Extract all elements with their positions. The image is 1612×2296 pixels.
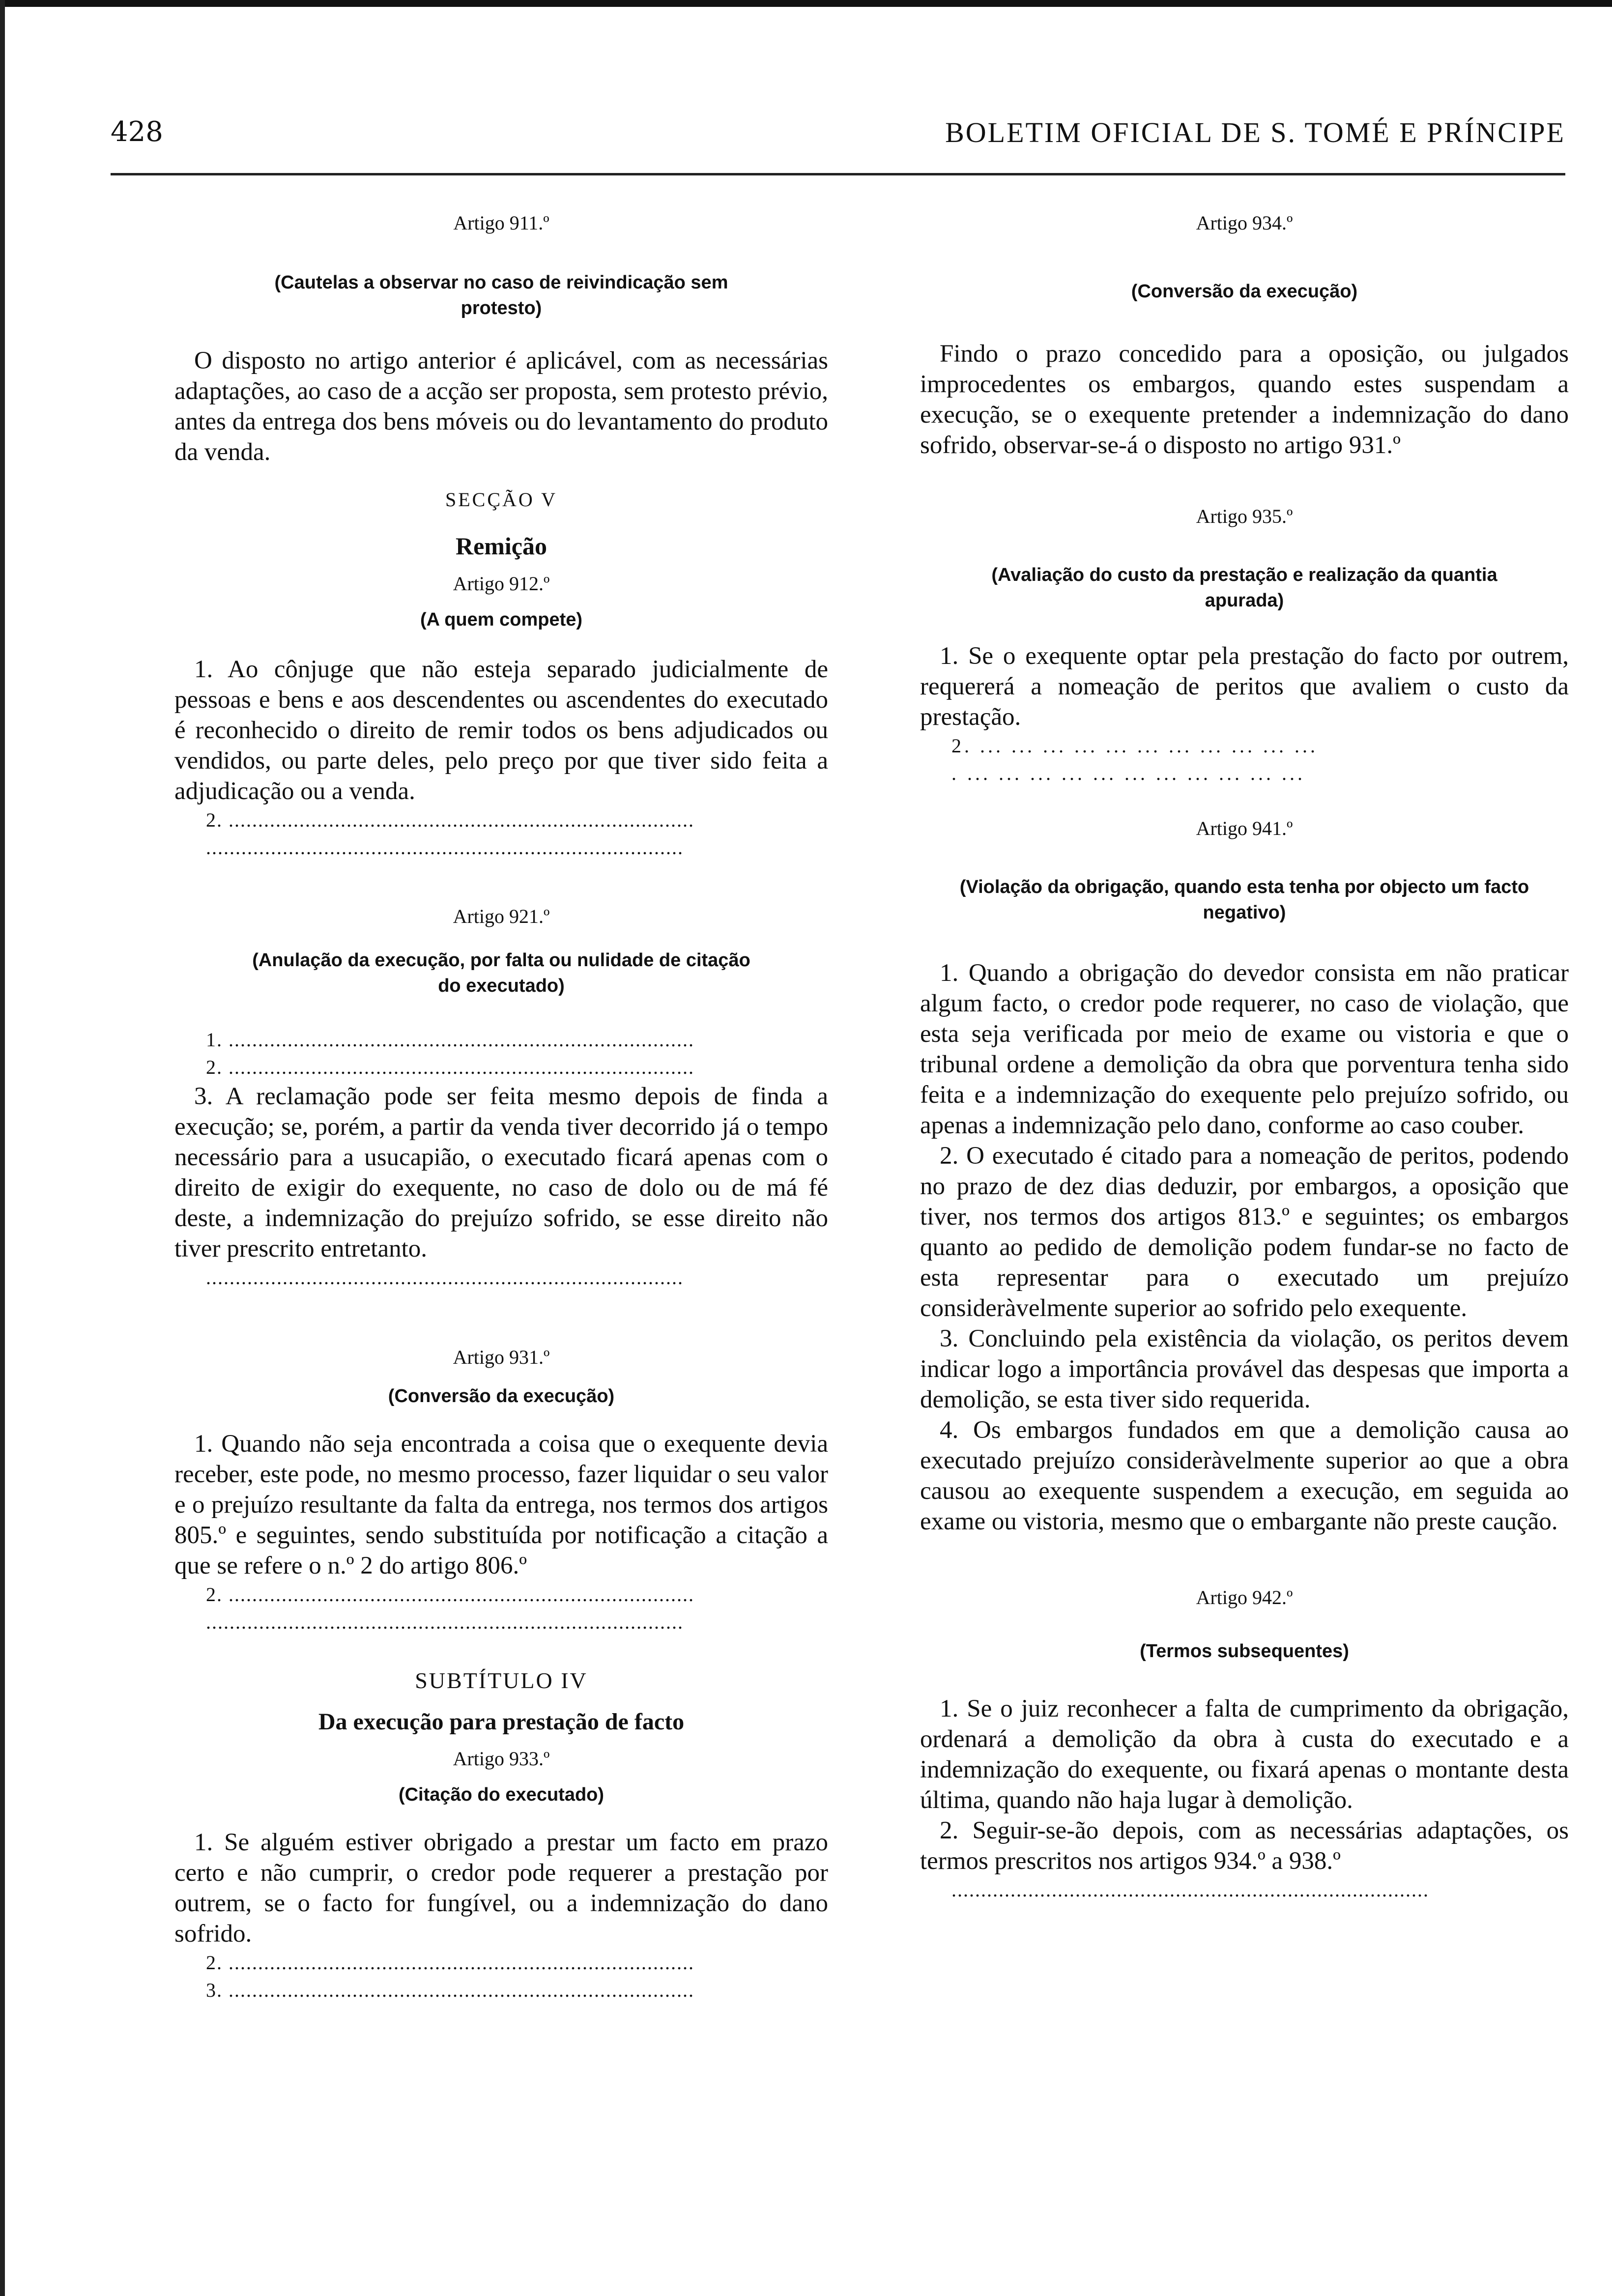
article-paragraph: 1. Se alguém estiver obrigado a prestar um facto em prazo certo e não cumprir, o credor pode requerer a prestação por outrem, se o facto for fungível, ou a indemnização do dano sofrido.: [174, 1829, 828, 1948]
article-933: [174, 1747, 828, 2004]
article-text: Findo o prazo concedido para a oposição, ou julgados improcedentes os embargos, quando estes suspendam a execução, se o exequente pretender a indemnização do dano sofrido, observar-se-á o disposto no artigo 931.º: [920, 340, 1569, 459]
article-911: [174, 211, 828, 467]
article-number: Artigo 942.º: [1196, 1586, 1293, 1608]
article-number: Artigo 941.º: [1196, 817, 1293, 839]
article-title: (Violação da obrigação, quando esta tenha por objecto um facto negativo): [959, 877, 1529, 923]
article-number: Artigo 934.º: [1196, 212, 1293, 234]
elided-line: .................................................................................: [206, 836, 684, 859]
elided-line: .................................................................................: [206, 1266, 684, 1289]
article-number: Artigo 933.º: [453, 1748, 550, 1770]
section-label: SECÇÃO V: [445, 488, 557, 511]
article-paragraph: 1. Quando a obrigação do devedor consista em não praticar algum facto, o credor pode requerer, no caso de violação, que esta seja verificada por meio de exame ou vistoria e que o tribunal ordene a demolição da obra que porventura tenha sido feita e a indemnização do exequente pelo prejuízo sofrido, ou apenas a indemnização pelo dano, conforme ao caso couber.: [920, 959, 1569, 1139]
page-left-border: [0, 0, 5, 2296]
page-number: 428: [111, 116, 163, 148]
article-paragraph: 1. Quando não seja encontrada a coisa que o exequente devia receber, este pode, no mesmo processo, fazer liquidar o seu valor e o prejuízo resultante da falta da entrega, nos termos dos artigos 805.º e seguintes, sendo substituída por notificação a citação a que se refere o n.º 2 do artigo 806.º: [174, 1430, 828, 1579]
article-title: (Conversão da execução): [388, 1386, 615, 1406]
article-912: [174, 572, 828, 861]
section-title: Remição: [455, 532, 547, 560]
article-paragraph: 1. Se o juiz reconhecer a falta de cumprimento da obrigação, ordenará a demolição da obra à custa do executado e a indemnização do exequente, ou fixará apenas o montante desta última, quando não haja lugar à demolição.: [920, 1695, 1569, 1814]
elided-paragraph: 2. ... ... ... ... ... ... ... ... ... ... ...: [951, 735, 1318, 757]
article-942: [920, 1586, 1569, 1904]
article-931: [174, 1346, 828, 1636]
elided-paragraph: 2. ...............................................................................: [206, 1056, 694, 1078]
article-title: (Citação do executado): [398, 1784, 604, 1805]
elided-paragraph: 2. ...............................................................................: [206, 1583, 694, 1606]
article-paragraph: 1. Se o exequente optar pela prestação do facto por outrem, requererá a nomeação de peritos que avaliem o custo da prestação.: [920, 642, 1569, 731]
left-column: [174, 211, 828, 2004]
elided-paragraph: 1. ...............................................................................: [206, 1029, 694, 1051]
running-title: BOLETIM OFICIAL DE S. TOMÉ E PRÍNCIPE: [945, 116, 1565, 148]
article-title: (Conversão da execução): [1131, 281, 1358, 302]
article-number: Artigo 912.º: [453, 573, 550, 595]
article-paragraph: 1. Ao cônjuge que não esteja separado judicialmente de pessoas e bens e aos descendentes ou ascendentes do executado é reconhecido o direito de remir todos os bens adjudicados ou vendidos, ou parte deles, pelo preço por que tiver sido feita a adjudicação ou a venda.: [174, 656, 828, 805]
page-header: [111, 116, 1565, 160]
elided-line: .................................................................................: [206, 1611, 684, 1633]
elided-paragraph: 2. ...............................................................................: [206, 1952, 694, 1974]
subtitle-title: Da execução para prestação de facto: [318, 1709, 685, 1735]
article-title: (Termos subsequentes): [1140, 1641, 1349, 1662]
header-rule: [111, 173, 1565, 175]
article-paragraph: 4. Os embargos fundados em que a demolição causa ao executado prejuízo consideràvelmente superior ao que a obra causou ao exequente suspendem a execução, em seguida ao exame ou vistoria, mesmo que o embargante não preste caução.: [920, 1416, 1569, 1535]
article-paragraph: 3. Concluindo pela existência da violação, os peritos devem indicar logo a importância provável das despesas que importa a demolição, se esta tiver sido requerida.: [920, 1325, 1569, 1413]
elided-line: .................................................................................: [951, 1879, 1429, 1901]
article-text: O disposto no artigo anterior é aplicável, com as necessárias adaptações, ao caso de a acção ser proposta, sem protesto prévio, antes da entrega dos bens móveis ou do levantamento do produto da venda.: [174, 347, 828, 466]
article-title: (Anulação da execução, por falta ou nulidade de citação do executado): [252, 950, 750, 996]
article-number: Artigo 921.º: [453, 905, 550, 927]
article-934: [920, 211, 1569, 460]
article-921: [174, 905, 828, 1292]
article-paragraph: 2. O executado é citado para a nomeação de peritos, podendo no prazo de dez dias deduzir, por embargos, a oposição que tiver, nos termos dos artigos 813.º e seguintes; os embargos quanto ao pedido de demolição podem fundar-se no facto de esta representar para o executado um prejuízo consideràvelmente superior ao sofrido pelo exequente.: [920, 1142, 1569, 1322]
article-935: [920, 505, 1569, 787]
page-top-border: [0, 0, 1612, 7]
article-number: Artigo 931.º: [453, 1346, 550, 1368]
article-title: (Cautelas a observar no caso de reivindicação sem protesto): [274, 272, 728, 318]
elided-paragraph: 2. ...............................................................................: [206, 809, 694, 831]
article-941: [920, 817, 1569, 1537]
article-number: Artigo 911.º: [453, 212, 549, 234]
elided-line: . ... ... ... ... ... ... ... ... ... ... ...: [951, 762, 1305, 784]
article-paragraph: 3. A reclamação pode ser feita mesmo depois de finda a execução; se, porém, a partir da venda tiver decorrido já o tempo necessário para a usucapião, o executado ficará apenas com o direito de exigir do exequente, no caso de dolo ou de má fé deste, a indemnização do prejuízo sofrido, se esse direito não tiver prescrito entretanto.: [174, 1083, 828, 1263]
article-paragraph: 2. Seguir-se-ão depois, com as necessárias adaptações, os termos prescritos nos artigos 934.º a 938.º: [920, 1817, 1569, 1875]
right-column: [920, 211, 1569, 1904]
article-title: (Avaliação do custo da prestação e realização da quantia apurada): [991, 565, 1497, 611]
elided-paragraph: 3. ...............................................................................: [206, 1979, 694, 2001]
article-number: Artigo 935.º: [1196, 505, 1293, 527]
subtitle-label: SUBTÍTULO IV: [415, 1668, 588, 1693]
article-title: (A quem compete): [420, 609, 583, 630]
